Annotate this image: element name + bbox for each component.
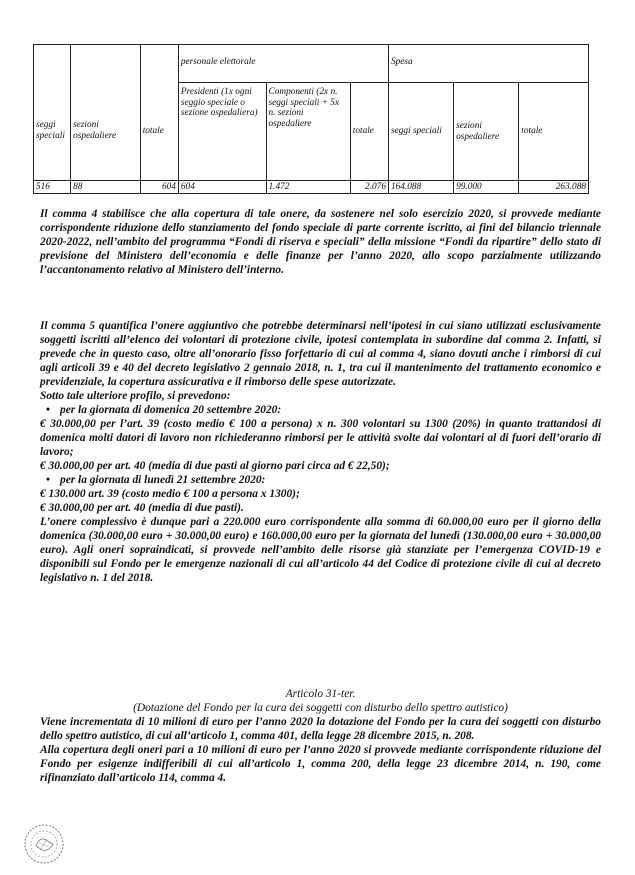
header-sezioni-ospedaliere: sezioni ospedaliere [71, 45, 141, 181]
list-item [40, 473, 601, 487]
article-paragraph-1: Viene incrementata di 10 milioni di euro per l’anno 2020 la dotazione del Fondo per la cura dei soggetti con disturbo dello spettro autistico, di cui all’articolo 1, comma 401, della legge 28 dicembre 2015, n. 208. [40, 716, 601, 742]
cell-sezioni-ospedaliere: 88 [71, 181, 141, 194]
article-paragraph-2: Alla copertura degli oneri pari a 10 milioni di euro per l’anno 2020 si provvede mediante corrispondente riduzione del Fondo per esigenze indifferibili di cui all’articolo 1, comma 200, della legge 23 dicembre 2014, n. 190, come rifinanziato dall’articolo 114, comma 4. [40, 744, 601, 784]
table-row [34, 181, 589, 194]
list-item-label: per la giornata di lunedì 21 settembre 2020: [60, 474, 266, 486]
paragraph-comma-5-block [40, 319, 601, 585]
paragraph-comma-4 [40, 207, 601, 277]
cost-table [33, 44, 589, 194]
header-totale-personale: totale [350, 83, 388, 181]
cell-presidenti: 604 [178, 181, 266, 194]
header-spesa-seggi: seggi speciali [388, 83, 453, 181]
header-totale: totale [140, 45, 178, 181]
paragraph-onere-complessivo: L’onere complessivo è dunque pari a 220.000 euro corrispondente alla somma di 60.000,00 euro per il giorno della domenica (30.000,00 euro + 30.000,00 euro) e 160.000,00 euro per la giornata del lunedì (130.000,00 euro + 30.000,00 euro). Agli oneri sopraindicati, si provvede nell’ambito delle risorse già stanziate per l’emergenza COVID-19 e disponibili sul Fondo per le emergenze nazionali di cui all’articolo 44 del Codice di protezione civile di cui al decreto legislativo n. 1 del 2018. [40, 516, 601, 584]
header-spesa: Spesa [388, 45, 588, 83]
paragraph-art40-lunedi: € 30.000,00 per art. 40 (media di due pasti). [40, 502, 244, 514]
header-spesa-totale: totale [519, 83, 589, 181]
paragraph-art39-domenica: € 30.000,00 per l’art. 39 (costo medio € 100 a persona) x n. 300 volontari su 1300 (20%) in quanto trattandosi di domenica molti datori di lavoro non richiederanno rimborsi per le attività svolte dai volontari al di fuori dell’orario di lavoro; [40, 418, 601, 458]
cell-spesa-seggi: 164.088 [388, 181, 453, 194]
paragraph-profilo: Sotto tale ulteriore profilo, si prevedono: [40, 390, 231, 402]
bullet-icon: • [46, 474, 50, 486]
article-31-ter [40, 687, 601, 785]
article-title: Articolo 31-ter. [285, 688, 356, 700]
list-item-label: per la giornata di domenica 20 settembre 2020: [60, 404, 282, 416]
header-componenti: Componenti (2x n. seggi speciali + 5x n. sezioni ospedaliere [266, 83, 350, 181]
article-subtitle: (Dotazione del Fondo per la cura dei soggetti con disturbo dello spettro autistico) [133, 702, 508, 714]
list-item [40, 403, 601, 417]
cell-spesa-sezioni: 99.000 [454, 181, 519, 194]
paragraph-text: Il comma 4 stabilisce che alla copertura di tale onere, da sostenere nel solo esercizio 2020, si provvede mediante corrispondente riduzione dello stanziamento del fondo speciale di parte corrente iscritto, ai fini del bilancio triennale 2020-2022, nell’ambito del programma “Fondi di riserva e speciali” della missione “Fondi da ripartire” dello stato di previsione del Ministero dell’economia e delle finanze per l’anno 2020, allo scopo parzialmente utilizzando l’accantonamento relativo al Ministero dell’interno. [40, 208, 601, 276]
cell-seggi-speciali: 516 [34, 181, 71, 194]
cell-totale-personale: 2.076 [350, 181, 388, 194]
seal-stamp-icon [22, 822, 66, 866]
header-personale-elettorale: personale elettorale [178, 45, 388, 83]
paragraph-art39-lunedi: € 130.000 art. 39 (costo medio € 100 a persona x 1300); [40, 488, 300, 500]
paragraph-art40-domenica: € 30.000,00 per art. 40 (media di due pasti al giorno pari circa ad € 22,50); [40, 460, 390, 472]
table-header-row-1 [34, 45, 589, 83]
cell-totale: 604 [140, 181, 178, 194]
header-seggi-speciali: seggi speciali [34, 45, 71, 181]
cell-spesa-totale: 263.088 [519, 181, 589, 194]
header-presidenti: Presidenti (1x ogni seggio speciale o sezione ospedaliera) [178, 83, 266, 181]
paragraph-comma-5: Il comma 5 quantifica l’onere aggiuntivo che potrebbe determinarsi nell’ipotesi in cui siano utilizzati esclusivamente soggetti iscritti all’elenco dei volontari di protezione civile, ipotesi contemplata in subordine dal comma 2. Infatti, si prevede che in questo caso, oltre all’onorario fisso forfettario di cui al comma 4, siano dovuti anche i rimborsi di cui agli articoli 39 e 40 del decreto legislativo 2 gennaio 2018, n. 1, tra cui il mantenimento del trattamento economico e previdenziale, la copertura assicurativa e il rimborso delle spese autorizzate. [40, 320, 601, 388]
cell-componenti: 1.472 [266, 181, 350, 194]
bullet-icon: • [46, 404, 50, 416]
header-spesa-sezioni: sezioni ospedaliere [454, 83, 519, 181]
